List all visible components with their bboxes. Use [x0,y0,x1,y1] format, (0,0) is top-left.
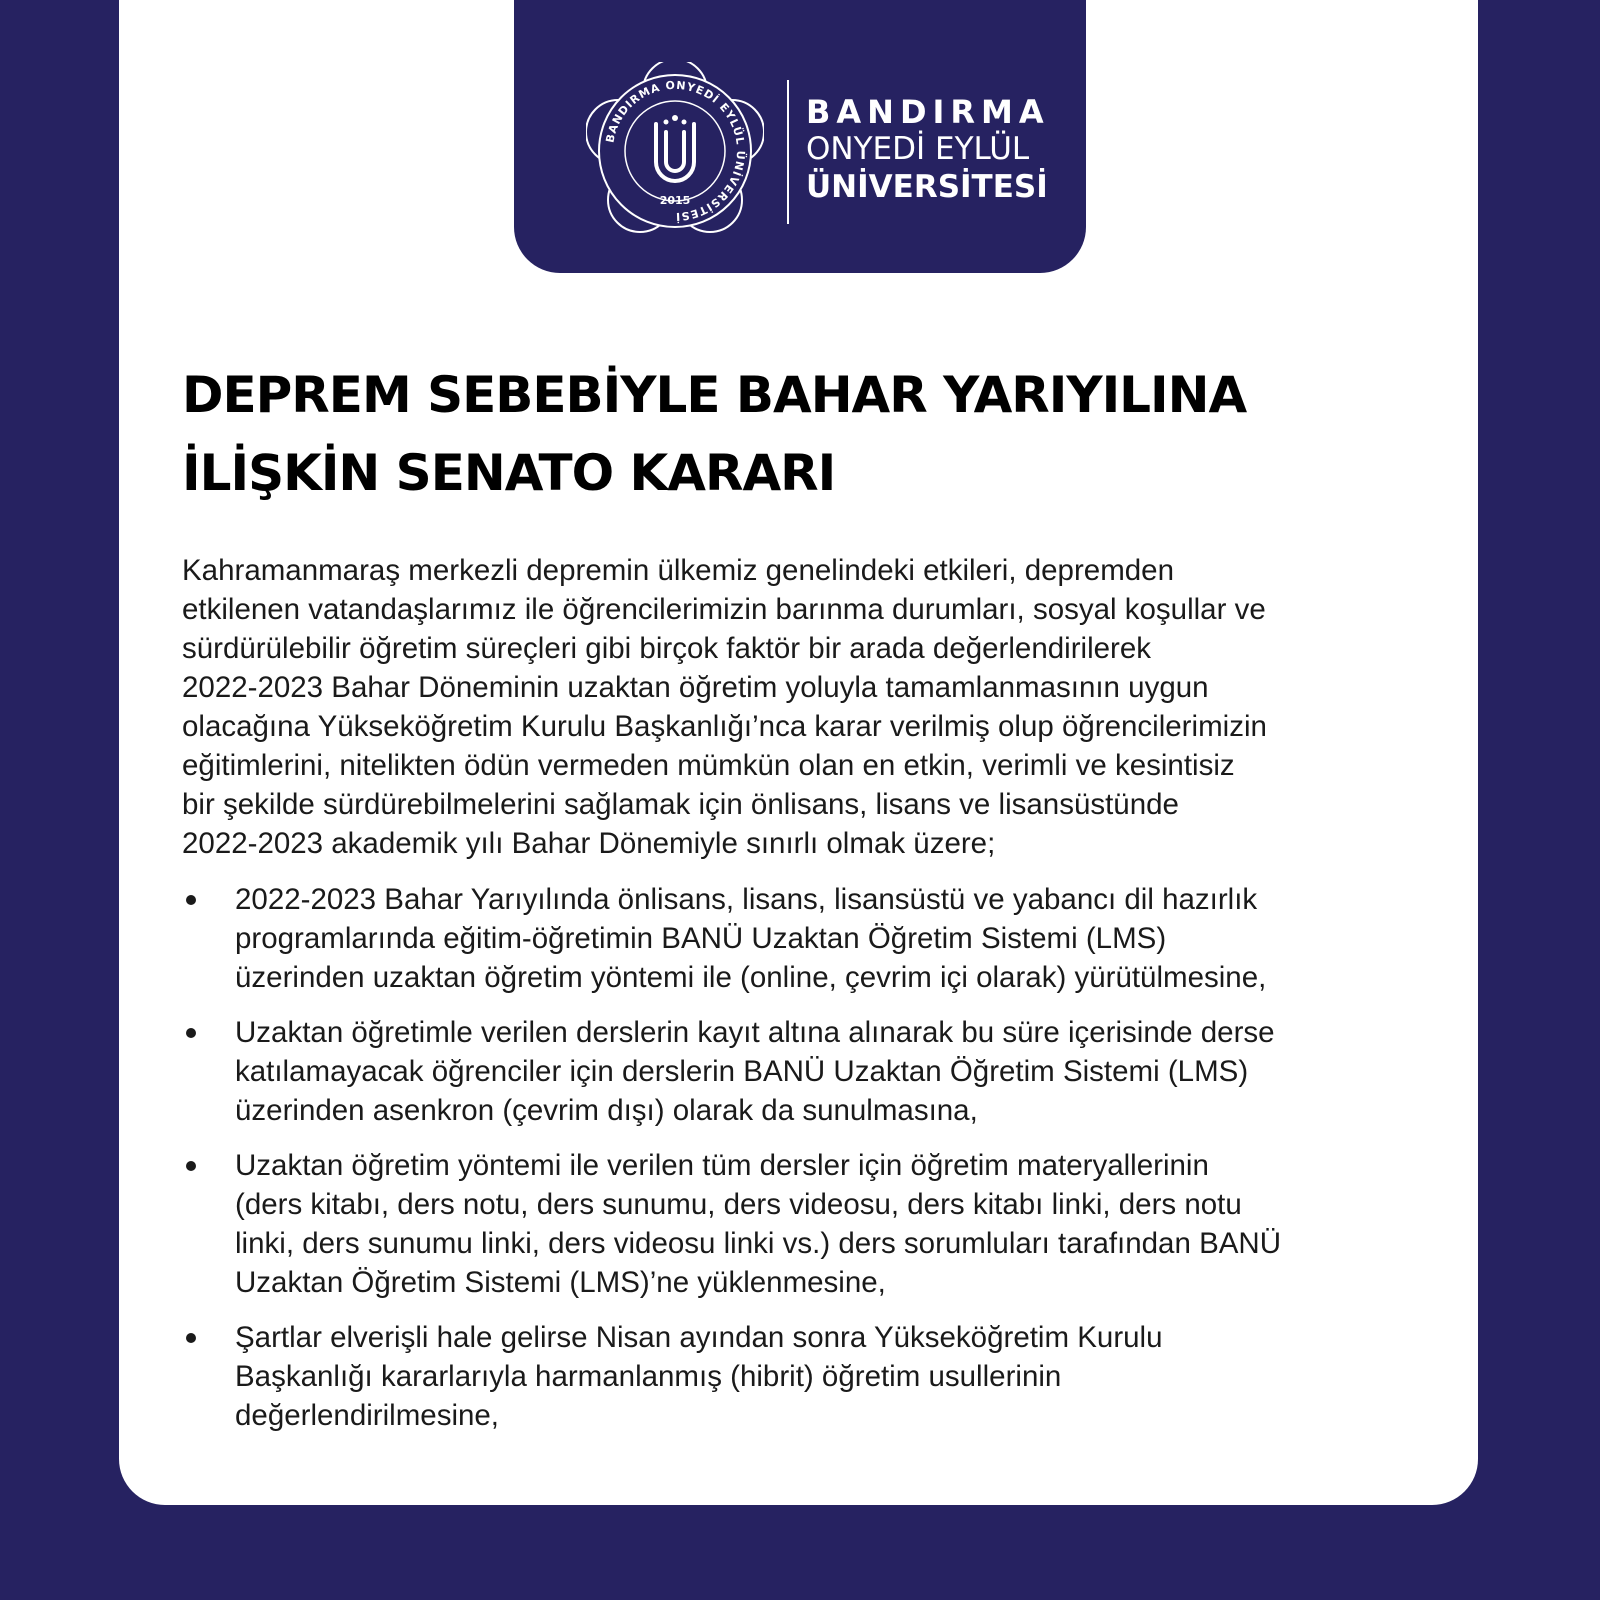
decision-line: programlarında eğitim-öğretimin BANÜ Uzaktan Öğretim Sistemi (LMS) [235,922,1167,955]
decision-line: 2022-2023 Bahar Yarıyılında önlisans, lisans, lisansüstü ve yabancı dil hazırlık [235,883,1258,916]
intro-paragraph [182,551,1432,863]
decision-line: katılamayacak öğrenciler için derslerin BANÜ Uzaktan Öğretim Sistemi (LMS) [235,1055,1249,1088]
intro-line: Kahramanmaraş merkezli depremin ülkemiz genelindeki etkileri, depremden [182,554,1174,587]
intro-line: 2022-2023 akademik yılı Bahar Dönemiyle sınırlı olmak üzere; [182,827,996,860]
intro-line: bir şekilde sürdürebilmelerini sağlamak için önlisans, lisans ve lisansüstünde [182,788,1179,821]
university-name [806,93,1050,210]
decision-line: Uzaktan öğretim yöntemi ile verilen tüm dersler için öğretim materyallerinin [235,1149,1209,1182]
decision-line: üzerinden uzaktan öğretim yöntemi ile (online, çevrim içi olarak) yürütülmesine, [235,961,1267,994]
decision-item-3 [182,1146,1432,1302]
decision-item-2 [182,1013,1432,1130]
bullet-icon [186,1333,196,1343]
title-line-2: İLİŞKİN SENATO KARARI [182,444,836,502]
bullet-icon [186,1161,196,1171]
decision-line: (ders kitabı, ders notu, ders sunumu, ders videosu, ders kitabı linki, ders notu [235,1188,1242,1221]
decision-line: linki, ders sunumu linki, ders videosu linki vs.) ders sorumluları tarafından BANÜ [235,1227,1282,1260]
seal-year: 2015 [659,194,691,207]
decision-item-4 [182,1318,1432,1435]
page-title [182,356,1442,512]
intro-line: olacağına Yükseköğretim Kurulu Başkanlığı’nca karar verilmiş olup öğrencilerimizin [182,710,1267,743]
bullet-icon [186,1028,196,1038]
university-seal-logo [586,62,764,240]
decision-line: Uzaktan öğretimle verilen derslerin kayıt altına alınarak bu süre içerisinde derse [235,1016,1275,1049]
intro-line: sürdürülebilir öğretim süreçleri gibi birçok faktör bir arada değerlendirilerek [182,632,1152,665]
intro-line: etkilenen vatandaşlarımız ile öğrencilerimizin barınma durumları, sosyal koşullar ve [182,593,1266,626]
seal-ring-text: BANDIRMA ONYEDİ EYLÜL ÜNİVERSİTESİ [603,78,748,224]
decision-item-1 [182,880,1432,997]
decision-line: Başkanlığı kararlarıyla harmanlanmış (hibrit) öğretim usullerinin [235,1360,1062,1393]
decision-list [182,880,1432,1451]
intro-line: 2022-2023 Bahar Döneminin uzaktan öğretim yoluyla tamamlanmasının uygun [182,671,1209,704]
university-name-line1: BANDIRMA [806,93,1050,131]
title-line-1: DEPREM SEBEBİYLE BAHAR YARIYILINA [182,366,1247,424]
decision-line: Uzaktan Öğretim Sistemi (LMS)’ne yüklenmesine, [235,1266,886,1299]
decision-line: Şartlar elverişli hale gelirse Nisan ayından sonra Yükseköğretim Kurulu [235,1321,1163,1354]
university-name-line3: ÜNİVERSİTESİ [806,169,1048,205]
header-divider [787,80,789,224]
decision-line: üzerinden asenkron (çevrim dışı) olarak da sunulmasına, [235,1094,978,1127]
decision-line: değerlendirilmesine, [235,1399,500,1432]
bullet-icon [186,895,196,905]
university-name-line2: ONYEDİ EYLÜL [806,131,1030,167]
intro-line: eğitimlerini, nitelikten ödün vermeden mümkün olan en etkin, verimli ve kesintisiz [182,749,1235,782]
